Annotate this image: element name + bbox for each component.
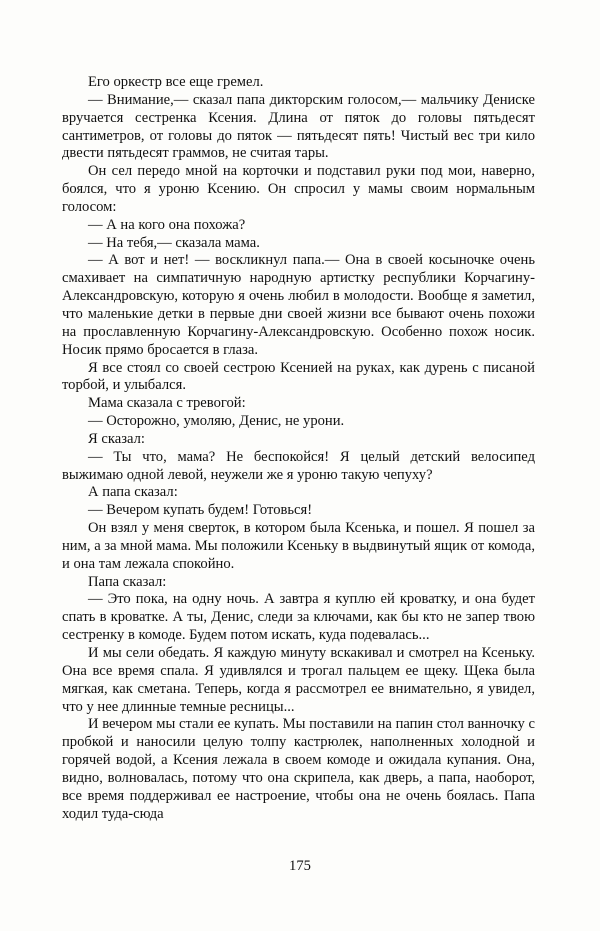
page-number: 175 — [289, 858, 311, 874]
paragraph: — На тебя,— сказала мама. — [88, 234, 260, 251]
paragraph: Я все стоял со своей сестрою Ксенией на руках, как дурень с писаной торбой, и улыбался. — [62, 359, 535, 394]
paragraph: — Внимание,— сказал папа дикторским голосом,— мальчику Дениске вручается сестренка Ксения. Длина от пяток до головы пятьдесят сантиметров, от головы до пяток — пятьдесят пять! Чистый вес три кило двести пятьдесят граммов, не считая тары. — [62, 91, 535, 162]
paragraph: Он взял у меня сверток, в котором была Ксенька, и пошел. Я пошел за ним, а за мной мама. Мы положили Ксеньку в выдвинутый ящик от комода, и она там лежала спокойно. — [62, 520, 535, 572]
body-text — [62, 74, 535, 823]
paragraph: — А на кого она похожа? — [88, 216, 246, 233]
paragraph: — Осторожно, умоляю, Денис, не урони. — [88, 413, 345, 430]
paragraph: — Вечером купать будем! Готовься! — [88, 502, 313, 519]
paragraph: Я сказал: — [88, 430, 145, 447]
paragraph: И вечером мы стали ее купать. Мы поставили на папин стол ванночку с пробкой и наносили целую толпу кастрюлек, наполненных холодной и горячей водой, а Ксения лежала в своем комоде и ожидала купания. Она, видно, волновалась, потому что она скрипела, как дверь, а папа, наоборот, все время поддерживал ее настроение, чтобы она не очень боялась. Папа ходил туда-сюда — [62, 716, 535, 822]
paragraph: — Это пока, на одну ночь. А завтра я куплю ей кроватку, и она будет спать в кроватке. А ты, Денис, следи за ключами, как бы кто не запер твою сестренку в комоде. Будем потом искать, куда подевалась... — [62, 591, 535, 644]
paragraph: А папа сказал: — [88, 484, 178, 501]
paragraph: Папа сказал: — [88, 573, 167, 590]
paragraph: Он сел передо мной на корточки и подставил руки под мои, наверно, боялся, что я уроню Ксению. Он спросил у мамы своим нормальным голосом: — [62, 163, 535, 215]
paragraph: Мама сказала с тревогой: — [88, 395, 246, 412]
paragraph: — Ты что, мама? Не беспокойся! Я целый детский велосипед выжимаю одной левой, неужели же я уроню такую чепуху? — [62, 448, 535, 483]
paragraph: Его оркестр все еще гремел. — [88, 74, 264, 90]
paragraph: И мы сели обедать. Я каждую минуту вскакивал и смотрел на Ксеньку. Она все время спала. Я удивлялся и трогал пальцем ее щеку. Щека была мягкая, как сметана. Теперь, когда я рассмотрел ее внимательно, я увидел, что у нее длинные темные ресницы... — [62, 645, 535, 715]
paragraph: — А вот и нет! — воскликнул папа.— Она в своей косыночке очень смахивает на симпатичную народную артистку республики Корчагину-Александровскую, которую я очень любил в молодости. Вообще я заметил, что маленькие детки в первые дни своей жизни все бывают очень похожи на прославленную Корчагину-Александровскую. Особенно похож носик. Носик прямо бросается в глаза. — [62, 252, 535, 358]
